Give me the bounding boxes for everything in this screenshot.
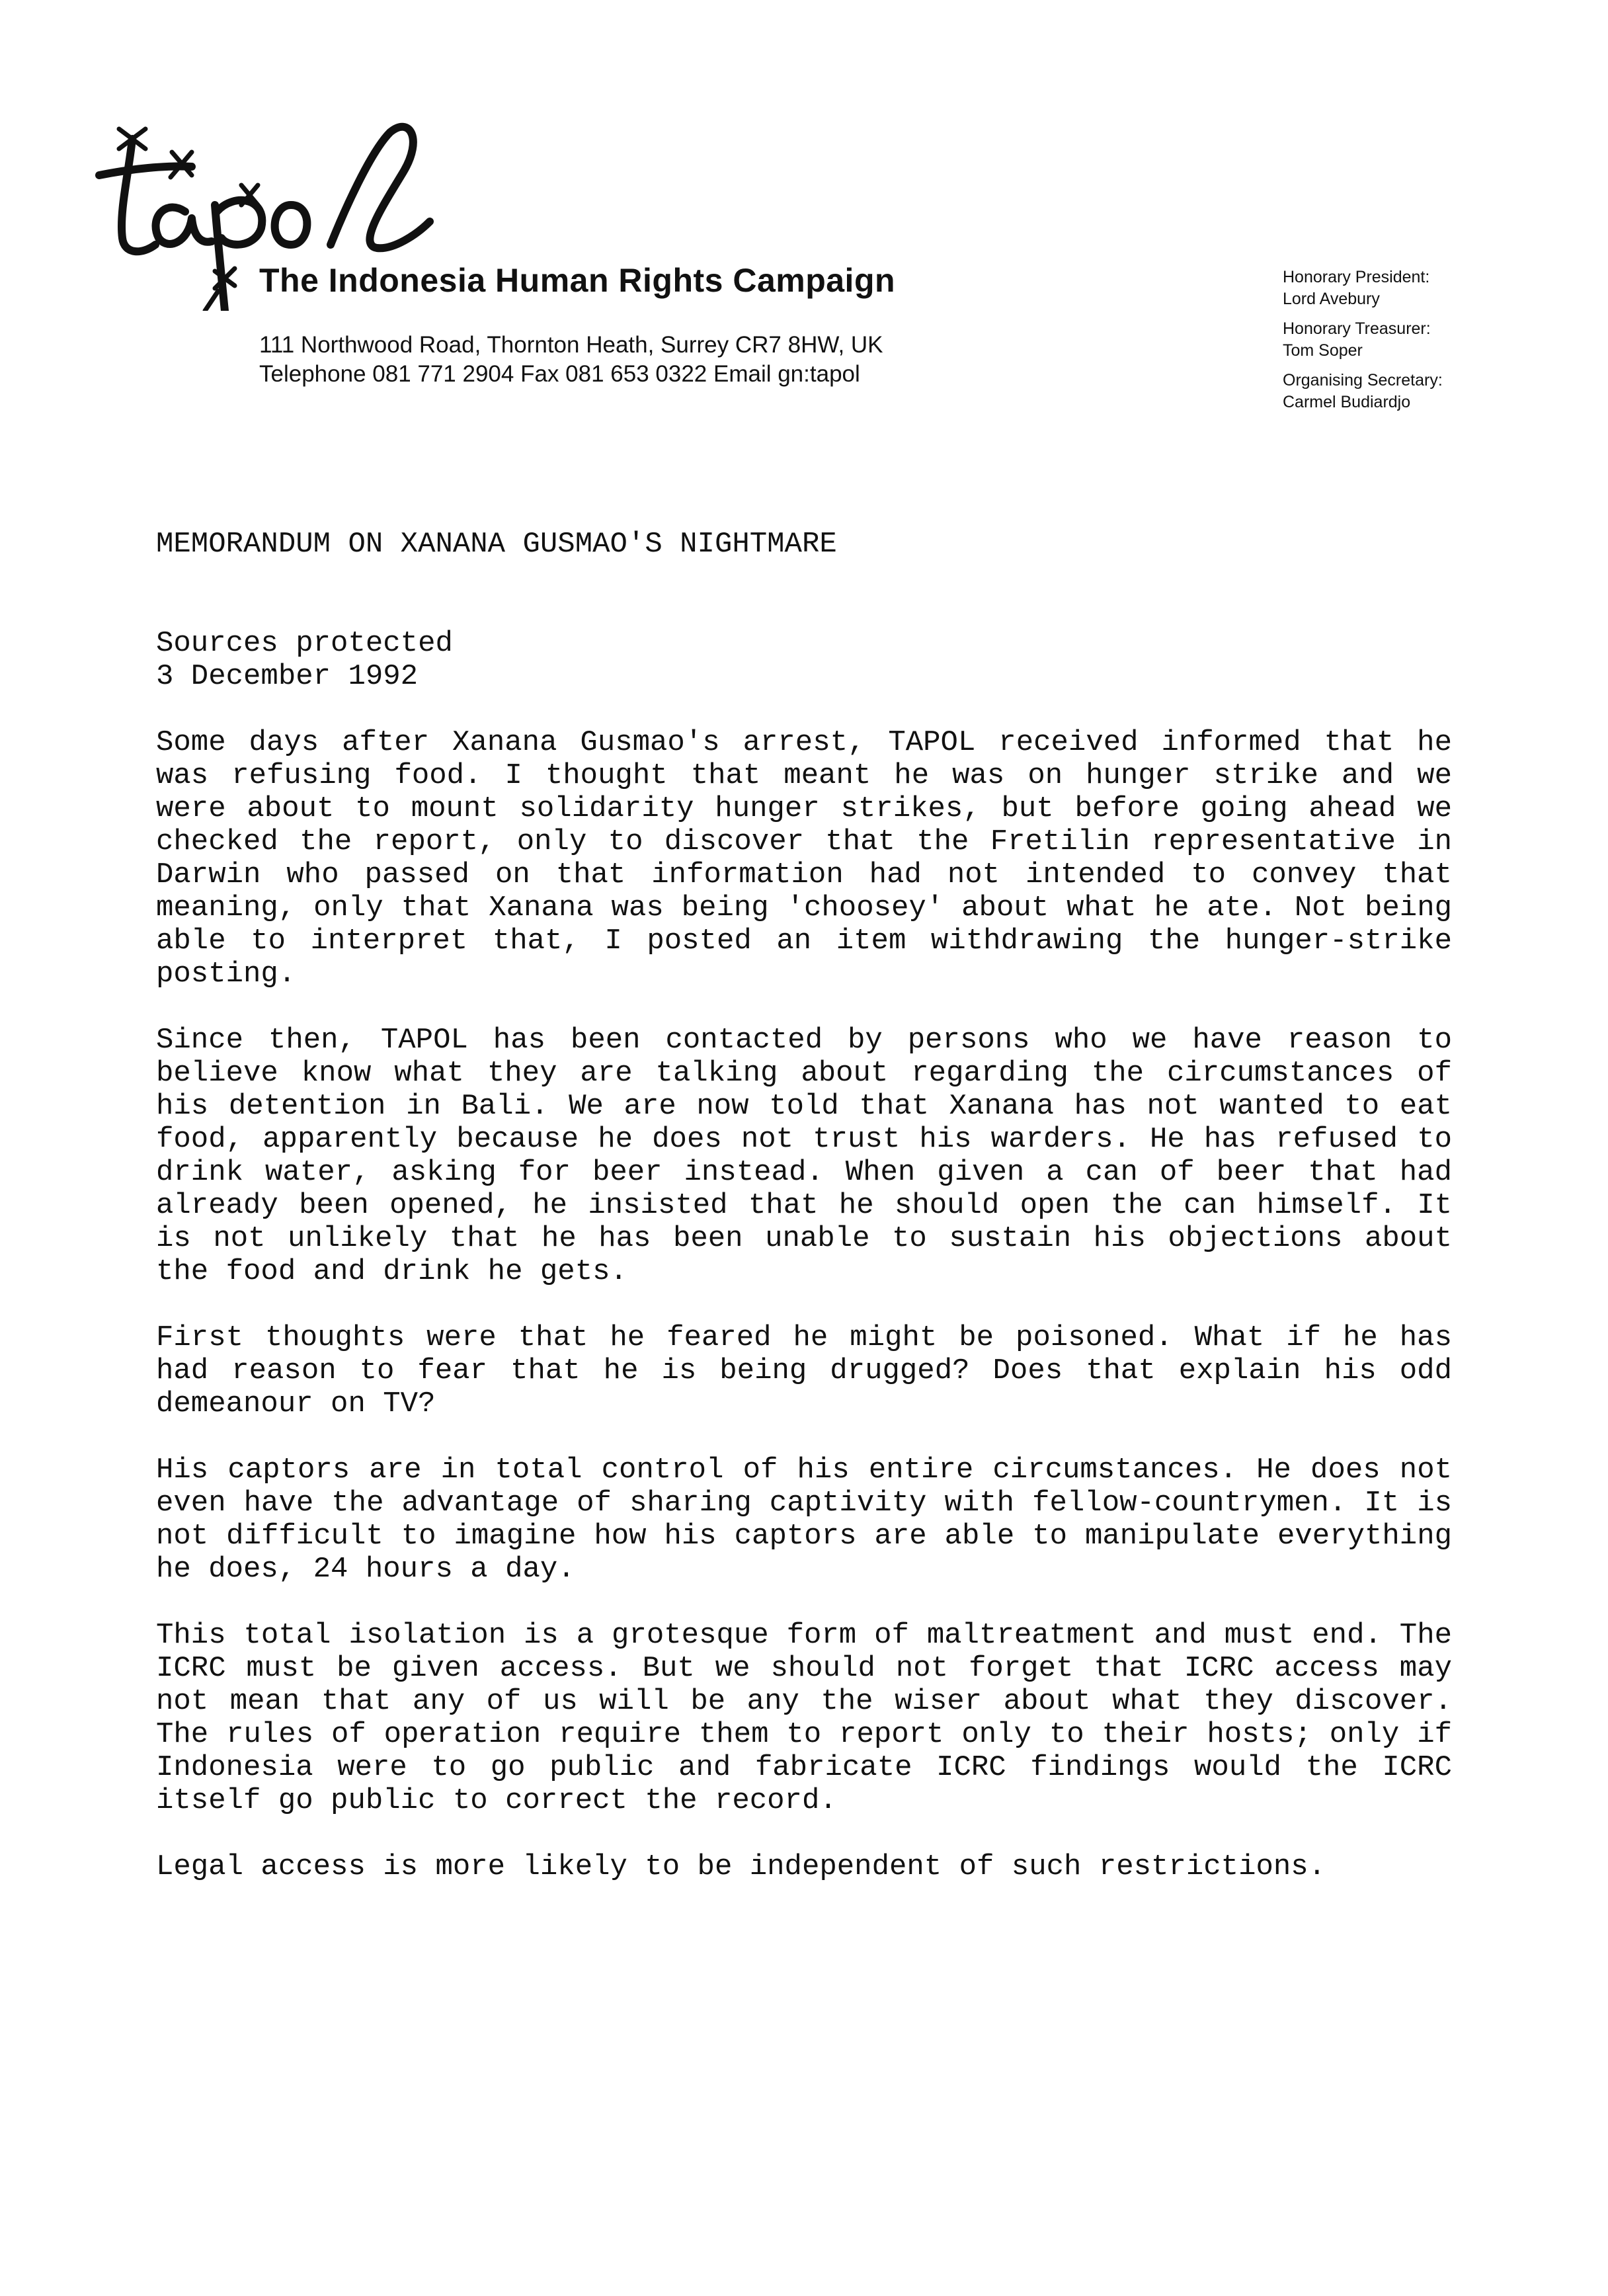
contact-details: Telephone 081 771 2904 Fax 081 653 0322 Email gn:tapol (259, 361, 860, 387)
paragraph: This total isolation is a grotesque form of maltreatment and must end. The ICRC must be given access. But we should not forget that ICRC access may not mean that any of us will be any the wiser about what they discover. The rules of operation require them to report only to their hosts; only if Indonesia were to go public and fabricate ICRC findings would the ICRC itself go public to correct the record. (156, 1619, 1452, 1817)
officer-name: Carmel Budiardjo (1283, 393, 1411, 411)
paragraph: Since then, TAPOL has been contacted by persons who we have reason to believe know what they are talking about regarding the circumstances of his detention in Bali. We are now told that Xanana has not wanted to eat food, apparently because he does not trust his warders. He has refused to drink water, asking for beer instead. When given a can of beer that had already been opened, he insisted that he should open the can himself. It is not unlikely that he has been unable to sustain his objections about the food and drink he gets. (156, 1024, 1452, 1288)
memo-meta (156, 627, 1452, 693)
officer-name: Tom Soper (1283, 341, 1363, 360)
letterhead-address (259, 331, 883, 389)
officers-list (1283, 266, 1443, 421)
paragraph: His captors are in total control of his entire circumstances. He does not even have the advantage of sharing captivity with fellow-countrymen. It is not difficult to imagine how his captors are able to manipulate everything he does, 24 hours a day. (156, 1454, 1452, 1586)
paragraph: Legal access is more likely to be independent of such restrictions. (156, 1850, 1326, 1883)
memo-date: 3 December 1992 (156, 660, 419, 693)
paragraph: Some days after Xanana Gusmao's arrest, TAPOL received informed that he was refusing food. I thought that meant he was on hunger strike and we were about to mount solidarity hunger strikes, but before going ahead we checked the report, only to discover that the Fretilin representative in Darwin who passed on that information had not intended to convey that meaning, only that Xanana was being 'choosey' about what he ate. Not being able to interpret that, I posted an item withdrawing the hunger-strike posting. (156, 726, 1452, 991)
officer-role: Honorary Treasurer: (1283, 319, 1431, 338)
memo-body (156, 528, 1452, 1916)
source-note: Sources protected (156, 627, 453, 660)
organization-name: The Indonesia Human Rights Campaign (259, 262, 896, 299)
postal-address: 111 Northwood Road, Thornton Heath, Surrey CR7 8HW, UK (259, 332, 883, 358)
officer-role: Honorary President: (1283, 268, 1430, 286)
memo-title: MEMORANDUM ON XANANA GUSMAO'S NIGHTMARE (156, 528, 837, 561)
officer-name: Lord Avebury (1283, 290, 1380, 308)
paragraph: First thoughts were that he feared he might be poisoned. What if he has had reason to fear that he is being drugged? Does that explain his odd demeanour on TV? (156, 1321, 1452, 1420)
officer-role: Organising Secretary: (1283, 371, 1443, 390)
